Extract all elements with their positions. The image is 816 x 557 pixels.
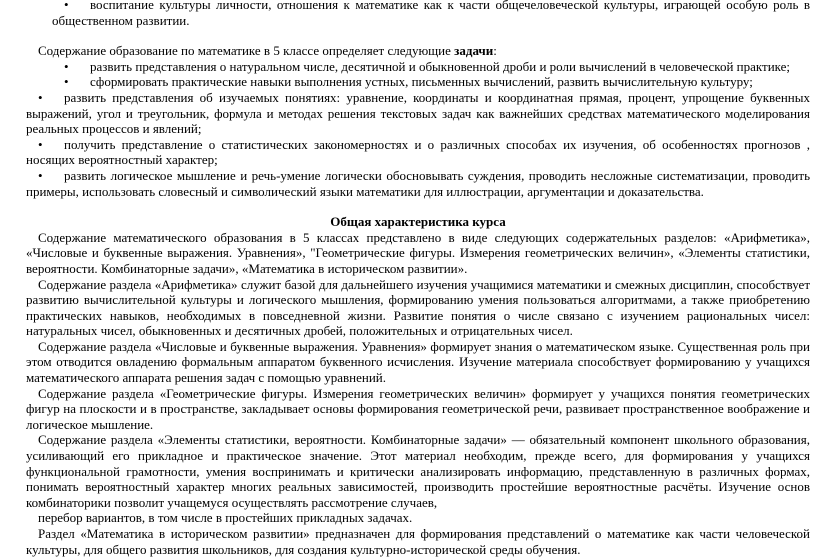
tasks-intro-bold: задачи bbox=[454, 43, 494, 59]
paragraph: Содержание раздела «Числовые и буквенные выражения. Уравнения» формирует знания о математическом языке. Существенная роль при этом отводится овладению формальным аппаратом буквенного исчисления. Изучение материала способствует формированию у учащихся математического аппарата решения задач с помощью уравнений. bbox=[26, 338, 810, 386]
bullet-icon: • bbox=[64, 58, 69, 74]
task-bullet bbox=[26, 74, 810, 90]
tasks-intro-suffix: : bbox=[493, 43, 497, 59]
paragraph: Содержание раздела «Геометрические фигуры. Измерения геометрических величин» формирует у учащихся понятия геометрических фигур на плоскости и в пространстве, закладывает основы формирования геометрической речи, развивает пространственное воображение и логическое мышление. bbox=[26, 385, 810, 432]
task-bullet bbox=[26, 168, 810, 199]
task-bullet-text: сформировать практические навыки выполнения устных, письменных вычислений, развить вычислительную культуру; bbox=[90, 74, 753, 90]
tasks-intro-text: Содержание образование по математике в 5 классе определяет следующие bbox=[38, 43, 455, 59]
task-bullet-text: получить представление о статистических закономерностях и о различных способах их изучения, об особенностях прогнозов , носящих вероятностный характер; bbox=[26, 136, 810, 168]
task-bullet-text: развить представления об изучаемых понятиях: уравнение, координаты и координатная прямая, процент, упрощение буквенных выражений, угол и треугольник, формула и методах решения текстовых задач как важнейших средствах математического моделирования реальных процессов и явлений; bbox=[26, 89, 810, 137]
paragraph: Содержание математического образования в 5 классах представлено в виде следующих содержательных разделов: «Арифметика», «Числовые и буквенные выражения. Уравнения», "Геометрические фигуры. Измерения геометрических величин», «Элементы статистики, вероятности. Комбинаторные задачи», «Математика в историческом развитии». bbox=[26, 229, 810, 276]
task-bullet-text: развить логическое мышление и речь-умение логически обосновывать суждения, проводить несложные систематизации, проводить примеры, использовать словесный и символический языки математики для иллюстрации, аргументации и доказательства. bbox=[26, 167, 810, 199]
document-page bbox=[26, 0, 810, 557]
continuation-line: перебор вариантов, в том числе в простейших прикладных задачах. bbox=[38, 510, 413, 526]
task-bullet bbox=[26, 59, 810, 75]
section-heading: Общая характеристика курса bbox=[330, 214, 506, 230]
paragraph: Содержание раздела «Элементы статистики, вероятности. Комбинаторные задачи» — обязательный компонент школьного образования, усиливающий его прикладное и практическое значение. Этот материал необходим, прежде всего, для формирования у учащихся функциональной грамотности, умения воспринимать и критически анализировать информацию, представленную в различных формах, понимать вероятностный характер многих реальных зависимостей, производить простейшие вероятностные расчёты. Изучение основ комбинаторики позволит учащемуся осуществлять рассмотрение случаев, bbox=[26, 432, 810, 510]
bullet-icon: • bbox=[38, 136, 43, 152]
spacer bbox=[26, 28, 810, 43]
last-paragraph: Раздел «Математика в историческом развитии» предназначен для формирования представлений о математике как части человеческой культуры, для общего развития школьников, для создания культурно-исторической среды обучения. bbox=[26, 526, 810, 557]
task-bullet bbox=[26, 137, 810, 168]
spacer bbox=[26, 199, 810, 214]
task-bullet bbox=[26, 90, 810, 137]
bullet-icon: • bbox=[64, 74, 69, 90]
intro-bullet bbox=[26, 0, 810, 28]
task-bullet-text: развить представления о натуральном числе, десятичной и обыкновенной дроби и роли вычислений в человеческой практике; bbox=[90, 58, 791, 74]
bullet-icon: • bbox=[64, 0, 69, 12]
bullet-icon: • bbox=[38, 89, 43, 105]
tasks-intro bbox=[26, 43, 810, 59]
intro-bullet-text: воспитание культуры личности, отношения к математике как к части общечеловеческой культуры, играющей особую роль в общественном развитии. bbox=[52, 0, 810, 28]
bullet-icon: • bbox=[38, 167, 43, 183]
paragraph: Содержание раздела «Арифметика» служит базой для дальнейшего изучения учащимися математики и смежных дисциплин, способствует развитию вычислительной культуры и логического мышления, формированию умения пользоваться алгоритмами, а также приобретению практических навыков, необходимых в повседневной жизни. Развитие понятия о числе связано с изучением рациональных чисел: натуральных чисел, обыкновенных и десятичных дробей, положительных и отрицательных чисел. bbox=[26, 276, 810, 339]
